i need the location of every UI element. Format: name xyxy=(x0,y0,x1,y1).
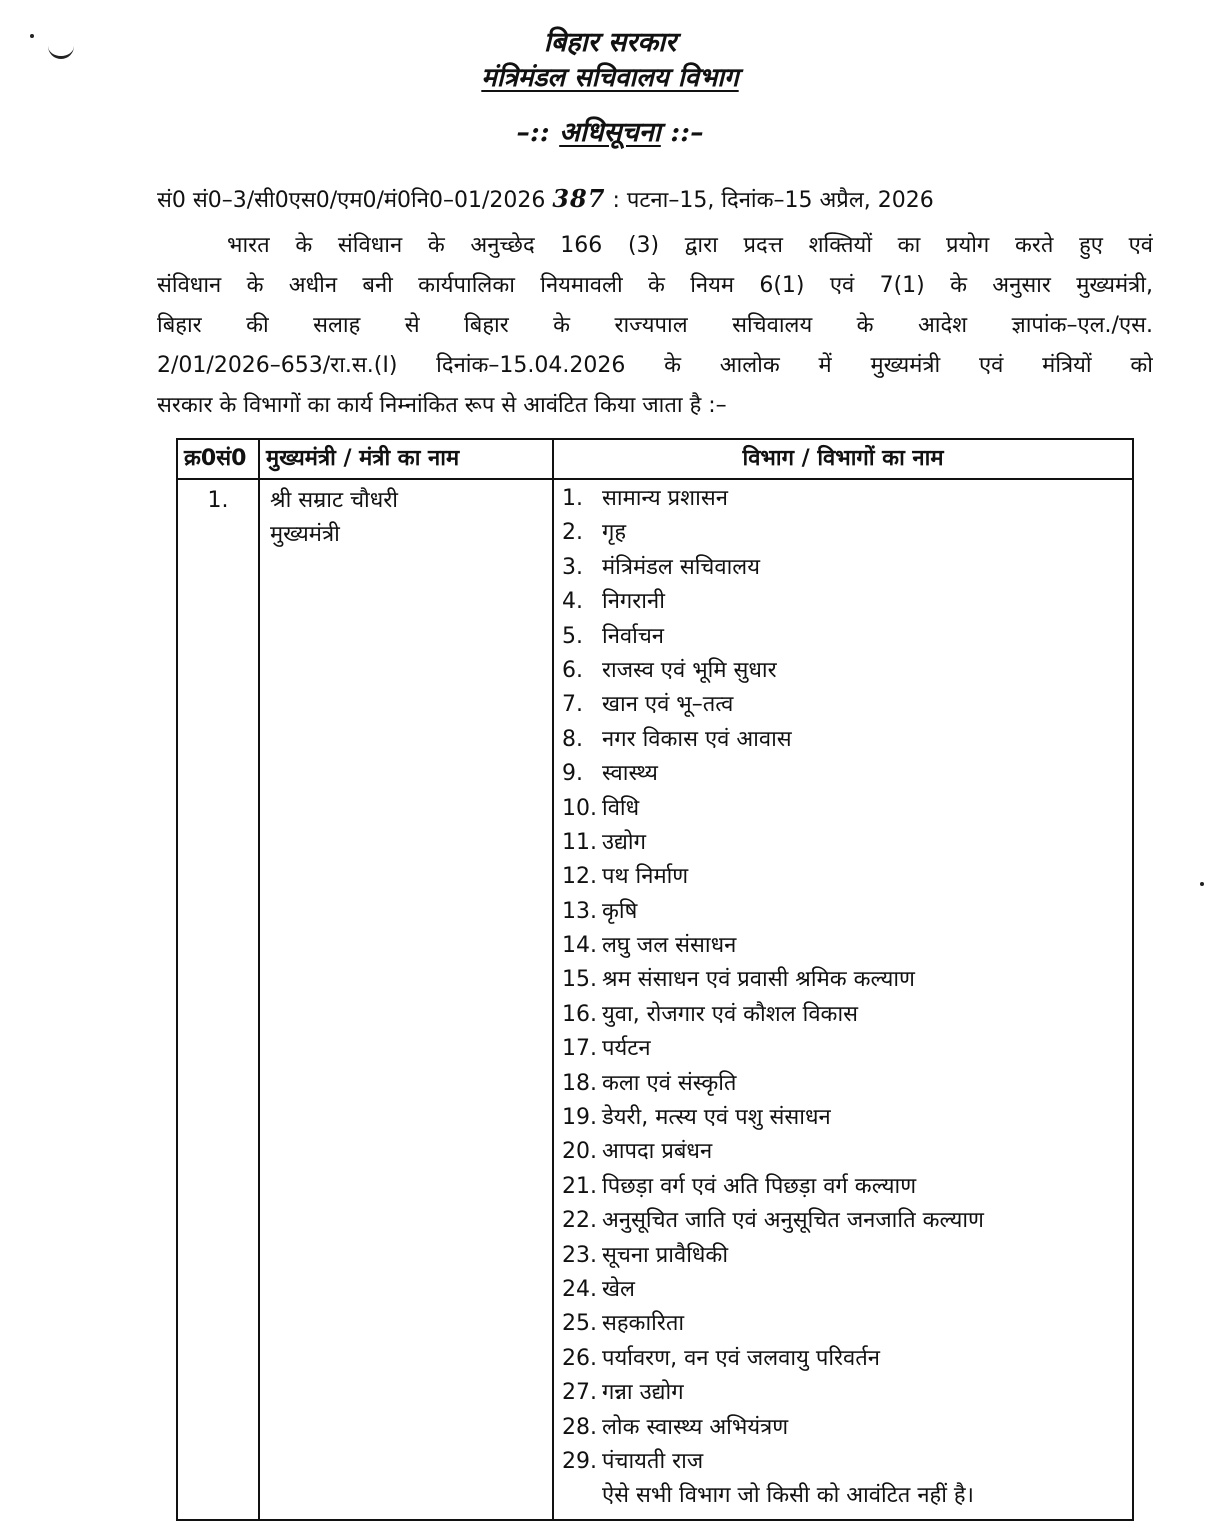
department-item xyxy=(562,551,1124,585)
department-number: 28. xyxy=(562,1414,597,1440)
department-number: 14. xyxy=(562,933,597,959)
department-number: 22. xyxy=(562,1208,597,1234)
department-name: सामान्य प्रशासन xyxy=(602,486,728,511)
table-header-row xyxy=(177,439,1133,479)
department-item xyxy=(562,1067,1124,1101)
body-line: संविधान के अधीन बनी कार्यपालिका नियमावली के नियम 6(1) एवं 7(1) के अनुसार मुख्यमंत्री, xyxy=(157,273,1153,298)
department-name: गन्ना उद्योग xyxy=(602,1380,684,1406)
minister-cell xyxy=(259,479,553,1520)
department-name: कला एवं संस्कृति xyxy=(602,1070,737,1096)
department-name: पंचायती राज xyxy=(602,1448,704,1474)
body-line: 2/01/2026–653/रा.स.(I) दिनांक–15.04.2026 के आलोक में मुख्यमंत्री एवं मंत्रियों को xyxy=(157,353,1153,378)
department-item xyxy=(562,1273,1124,1307)
handwritten-number: 387 xyxy=(552,184,606,213)
department-number: 6. xyxy=(562,657,583,683)
header-serial: क्र0सं0 xyxy=(177,439,259,479)
department-item xyxy=(562,998,1124,1032)
government-name: बिहार सरकार xyxy=(543,27,677,58)
department-number: 16. xyxy=(562,1001,597,1027)
department-item xyxy=(562,688,1124,722)
department-number: 2. xyxy=(562,520,583,546)
department-item xyxy=(562,1411,1124,1445)
remaining-departments-note: ऐसे सभी विभाग जो किसी को आवंटित नहीं है। xyxy=(602,1483,974,1509)
reference-line xyxy=(157,184,1132,214)
department-item xyxy=(562,963,1124,997)
department-number: 25. xyxy=(562,1311,597,1337)
reference-place-date: : पटना–15, दिनांक–15 अप्रैल, 2026 xyxy=(605,188,934,213)
department-number: 9. xyxy=(562,761,583,787)
department-name-text: मंत्रिमंडल सचिवालय विभाग xyxy=(481,63,739,93)
department-name: विधि xyxy=(602,795,640,821)
notification-body xyxy=(157,226,1153,426)
department-name: अनुसूचित जाति एवं अनुसूचित जनजाति कल्याण xyxy=(602,1208,984,1234)
department-item xyxy=(562,1307,1124,1341)
department-item xyxy=(562,1135,1124,1169)
department-name: लघु जल संसाधन xyxy=(602,933,737,959)
department-item xyxy=(562,620,1124,654)
department-number: 10. xyxy=(562,795,597,821)
department-item xyxy=(562,1032,1124,1066)
department-item xyxy=(562,757,1124,791)
department-item xyxy=(562,895,1124,929)
department-name: पर्यावरण, वन एवं जलवायु परिवर्तन xyxy=(602,1345,881,1371)
department-number: 19. xyxy=(562,1105,597,1131)
serial-cell: 1. xyxy=(177,479,259,1520)
department-number: 5. xyxy=(562,623,583,649)
department-item xyxy=(562,1342,1124,1376)
department-name: सूचना प्रावैधिकी xyxy=(602,1242,729,1268)
department-item xyxy=(562,1376,1124,1410)
department-number: 20. xyxy=(562,1139,597,1165)
department-name: पिछड़ा वर्ग एवं अति पिछड़ा वर्ग कल्याण xyxy=(602,1173,917,1199)
department-item xyxy=(562,516,1124,550)
notice-suffix: ::– xyxy=(660,117,704,148)
department-name: मंत्रिमंडल सचिवालय xyxy=(602,554,760,580)
department-name: निर्वाचन xyxy=(602,623,665,649)
department-number: 23. xyxy=(562,1242,597,1268)
department-number: 8. xyxy=(562,726,583,752)
department-item xyxy=(562,1170,1124,1204)
department-number: 11. xyxy=(562,829,597,855)
department-name: नगर विकास एवं आवास xyxy=(602,726,792,752)
table-row xyxy=(177,479,1133,1520)
department-item xyxy=(562,723,1124,757)
department-number: 13. xyxy=(562,898,597,924)
department-number: 1. xyxy=(562,486,583,511)
allocation-table xyxy=(176,438,1134,1521)
department-name: राजस्व एवं भूमि सुधार xyxy=(602,657,777,683)
department-name: युवा, रोजगार एवं कौशल विकास xyxy=(602,1001,859,1027)
department-number: 3. xyxy=(562,554,583,580)
scan-speck xyxy=(1200,882,1204,886)
department-name: डेयरी, मत्स्य एवं पशु संसाधन xyxy=(602,1105,831,1131)
department-name: स्वास्थ्य xyxy=(602,761,658,787)
reference-number: सं0 सं0–3/सी0एस0/एम0/मं0नि0–01/2026 xyxy=(157,188,546,213)
departments-cell xyxy=(553,479,1133,1520)
department-name: पर्यटन xyxy=(602,1036,651,1062)
department-name: लोक स्वास्थ्य अभियंत्रण xyxy=(602,1414,789,1440)
department-name: कृषि xyxy=(602,898,638,924)
department-name: निगरानी xyxy=(602,589,665,615)
header-departments: विभाग / विभागों का नाम xyxy=(553,439,1133,479)
department-item xyxy=(562,482,1124,516)
department-list xyxy=(562,482,1124,1479)
body-line: बिहार की सलाह से बिहार के राज्यपाल सचिवालय के आदेश ज्ञापांक–एल./एस. xyxy=(157,313,1153,338)
department-item xyxy=(562,1239,1124,1273)
department-item xyxy=(562,1204,1124,1238)
department-number: 26. xyxy=(562,1345,597,1371)
department-item xyxy=(562,929,1124,963)
department-name: खेल xyxy=(602,1276,635,1302)
department-item xyxy=(562,792,1124,826)
department-item xyxy=(562,1445,1124,1479)
notice-title xyxy=(0,112,1220,149)
department-item xyxy=(562,826,1124,860)
department-number: 7. xyxy=(562,692,583,718)
department-number: 12. xyxy=(562,864,597,890)
department-number: 29. xyxy=(562,1448,597,1474)
notice-title-text: अधिसूचना xyxy=(559,117,661,148)
header-minister: मुख्यमंत्री / मंत्री का नाम xyxy=(259,439,553,479)
department-number: 24. xyxy=(562,1276,597,1302)
department-item xyxy=(562,585,1124,619)
body-line: भारत के संविधान के अनुच्छेद 166 (3) द्वारा प्रदत्त शक्तियों का प्रयोग करते हुए एवं xyxy=(227,233,1153,258)
notice-prefix: –:: xyxy=(516,117,560,148)
department-name xyxy=(0,58,1220,94)
department-number: 17. xyxy=(562,1036,597,1062)
department-item xyxy=(562,860,1124,894)
department-name: सहकारिता xyxy=(602,1311,685,1337)
department-name: आपदा प्रबंधन xyxy=(602,1139,713,1165)
department-number: 15. xyxy=(562,967,597,993)
department-number: 18. xyxy=(562,1070,597,1096)
department-name: गृह xyxy=(602,520,627,546)
department-name: पथ निर्माण xyxy=(602,864,689,890)
body-line: सरकार के विभागों का कार्य निम्नांकित रूप से आवंटित किया जाता है :– xyxy=(157,393,727,418)
department-item xyxy=(562,1101,1124,1135)
department-number: 21. xyxy=(562,1173,597,1199)
department-name: खान एवं भू–तत्व xyxy=(602,692,734,718)
department-number: 27. xyxy=(562,1380,597,1406)
department-number: 4. xyxy=(562,589,583,615)
minister-name: श्री सम्राट चौधरी xyxy=(270,488,398,513)
department-item xyxy=(562,654,1124,688)
minister-title: मुख्यमंत्री xyxy=(270,522,340,547)
department-name: श्रम संसाधन एवं प्रवासी श्रमिक कल्याण xyxy=(602,967,915,993)
department-name: उद्योग xyxy=(602,829,647,855)
